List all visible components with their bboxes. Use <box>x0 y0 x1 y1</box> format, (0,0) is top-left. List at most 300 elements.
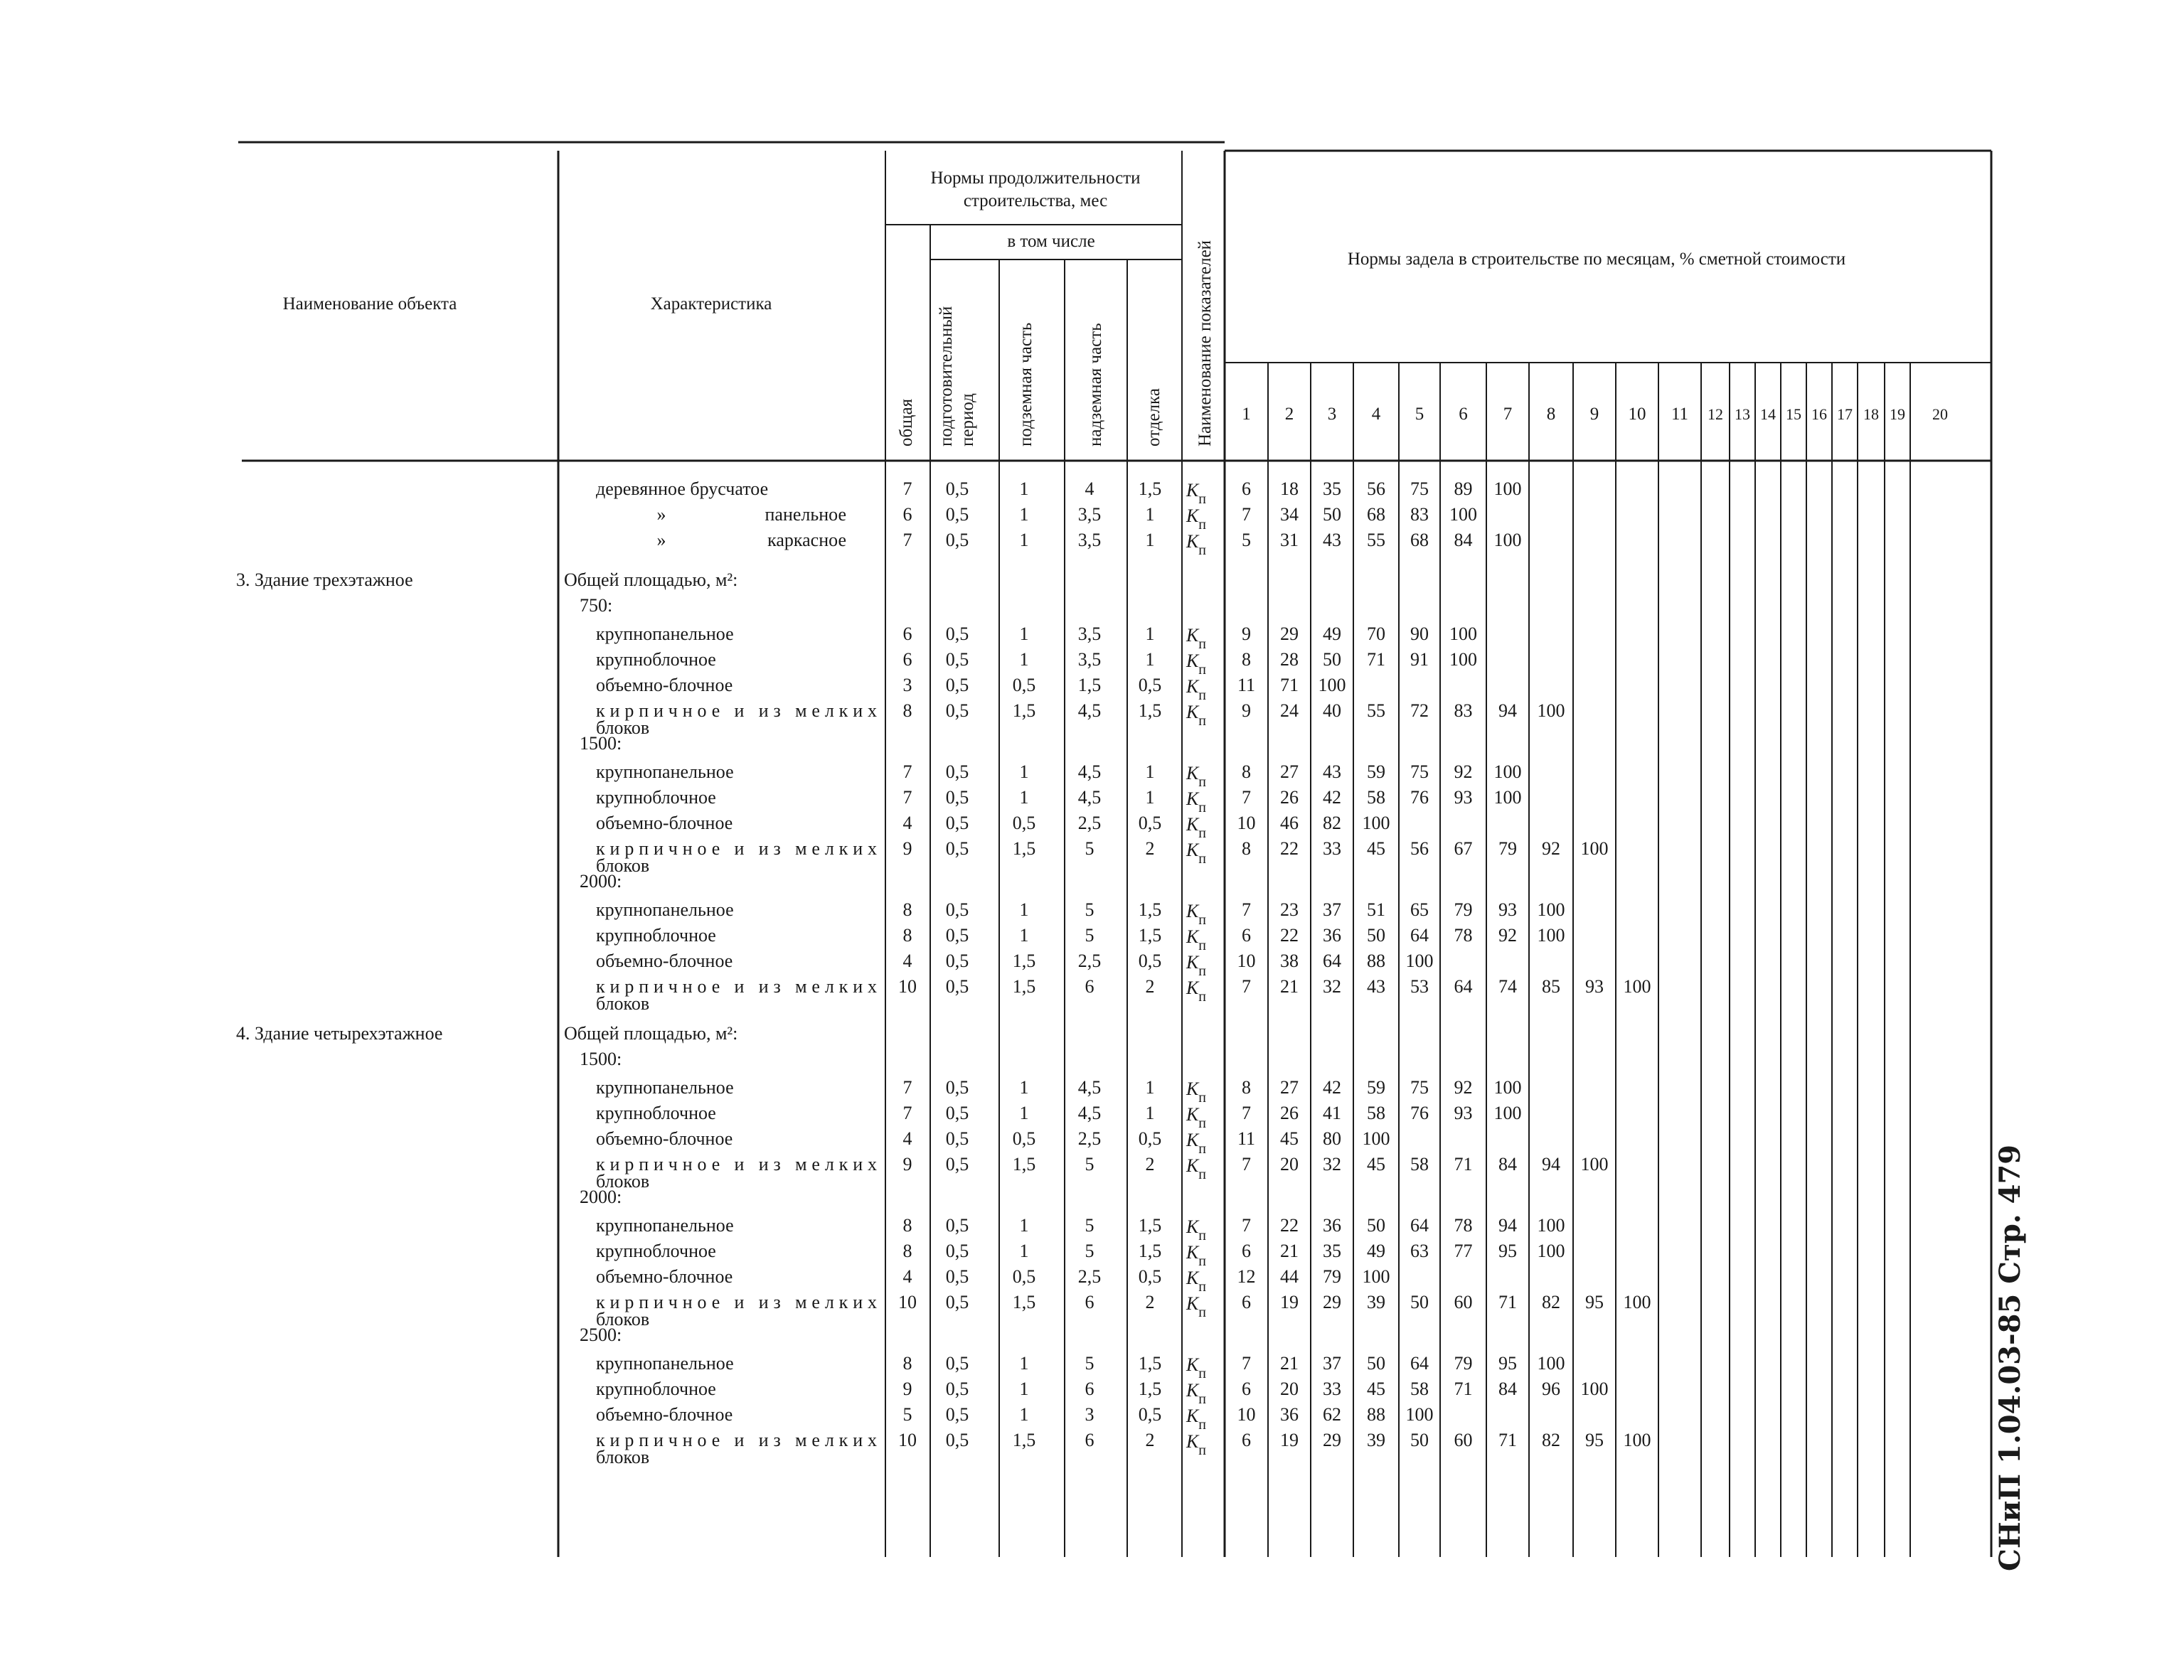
month-value: 50 <box>1410 1430 1429 1450</box>
month-value: 75 <box>1410 1077 1429 1098</box>
month-value: 100 <box>1537 1241 1565 1261</box>
duration-value: 1,5 <box>1012 1430 1036 1450</box>
month-value: 59 <box>1367 1077 1385 1098</box>
month-value: 32 <box>1323 976 1341 997</box>
month-value: 58 <box>1367 787 1385 808</box>
month-value: 71 <box>1498 1292 1517 1312</box>
header-indicator: Наименование показателей <box>1195 240 1215 446</box>
month-value: 32 <box>1323 1154 1341 1175</box>
month-value: 100 <box>1537 899 1565 920</box>
month-value: 60 <box>1454 1430 1473 1450</box>
duration-value: 2 <box>1145 1292 1155 1312</box>
header-characteristic: Характеристика <box>650 294 772 314</box>
duration-value: 1 <box>1145 1103 1155 1123</box>
duration-value: 0,5 <box>1138 951 1162 971</box>
indicator-kp: $К_п$ <box>1186 1268 1206 1295</box>
duration-value: 9 <box>902 838 912 859</box>
month-value: 89 <box>1454 478 1473 499</box>
month-value: 100 <box>1493 761 1522 782</box>
month-value: 20 <box>1280 1379 1299 1399</box>
header-prep: подготовительный период <box>937 306 977 446</box>
month-value: 100 <box>1580 1154 1609 1175</box>
month-value: 50 <box>1410 1292 1429 1312</box>
duration-value: 2 <box>1145 838 1155 859</box>
month-value: 45 <box>1367 838 1385 859</box>
month-value: 100 <box>1493 787 1522 808</box>
month-value: 100 <box>1405 951 1434 971</box>
duration-value: 1 <box>1019 761 1029 782</box>
month-value: 95 <box>1585 1430 1604 1450</box>
month-value: 49 <box>1323 624 1341 644</box>
month-value: 55 <box>1367 530 1385 550</box>
month-header-12: 12 <box>1708 405 1723 423</box>
month-value: 100 <box>1623 976 1651 997</box>
table-row <box>596 649 1477 678</box>
table-row <box>580 871 622 892</box>
month-value: 36 <box>1323 925 1341 946</box>
table-row <box>596 700 1565 738</box>
month-value: 43 <box>1323 530 1341 550</box>
duration-value: 3 <box>902 675 912 695</box>
month-value: 55 <box>1367 700 1385 721</box>
duration-value: 2,5 <box>1077 813 1102 833</box>
duration-value: 0,5 <box>945 700 969 721</box>
duration-value: 8 <box>902 1241 912 1261</box>
month-value: 44 <box>1280 1266 1299 1287</box>
duration-value: 3,5 <box>1077 649 1102 670</box>
duration-value: 5 <box>1085 1154 1094 1175</box>
indicator-kp: $К_п$ <box>1186 1354 1206 1381</box>
month-value: 29 <box>1323 1292 1341 1312</box>
month-value: 92 <box>1454 761 1473 782</box>
month-value: 100 <box>1623 1430 1651 1450</box>
duration-value: 0,5 <box>945 478 969 499</box>
duration-value: 1,5 <box>1138 925 1162 946</box>
month-value: 93 <box>1585 976 1604 997</box>
month-value: 8 <box>1242 1077 1251 1098</box>
month-header-10: 10 <box>1628 405 1646 424</box>
month-value: 6 <box>1242 1379 1251 1399</box>
month-value: 56 <box>1367 478 1385 499</box>
row-characteristic: объемно-блочное <box>596 1128 733 1149</box>
duration-value: 0,5 <box>1012 1128 1036 1149</box>
month-value: 64 <box>1454 976 1473 997</box>
month-value: 10 <box>1237 813 1256 833</box>
month-value: 100 <box>1449 624 1477 644</box>
table-row <box>596 976 1651 1014</box>
table-row <box>596 1430 1651 1467</box>
month-value: 8 <box>1242 761 1251 782</box>
month-value: 71 <box>1498 1430 1517 1450</box>
table-row <box>596 787 1522 815</box>
duration-value: 0,5 <box>1012 1266 1036 1287</box>
month-value: 58 <box>1410 1154 1429 1175</box>
indicator-kp: $К_п$ <box>1186 763 1206 790</box>
month-value: 50 <box>1367 1353 1385 1374</box>
month-value: 41 <box>1323 1103 1341 1123</box>
area-group-label: 1500: <box>580 733 622 754</box>
header-underground: подземная часть <box>1016 322 1035 446</box>
row-characteristic-cont: блоков <box>596 1171 650 1192</box>
month-value: 76 <box>1410 787 1429 808</box>
month-header-5: 5 <box>1415 405 1424 424</box>
duration-value: 0,5 <box>945 649 969 670</box>
row-characteristic: кирпичное и из мелких <box>596 1430 877 1450</box>
duration-value: 0,5 <box>945 504 969 525</box>
area-group-label: 2000: <box>580 871 622 892</box>
duration-value: 0,5 <box>1012 675 1036 695</box>
duration-value: 1 <box>1145 530 1155 550</box>
month-value: 100 <box>1493 530 1522 550</box>
month-value: 68 <box>1367 504 1385 525</box>
table-row <box>580 1187 622 1207</box>
area-group-label: 750: <box>580 595 613 616</box>
month-value: 70 <box>1367 624 1385 644</box>
duration-value: 8 <box>902 925 912 946</box>
month-value: 21 <box>1280 976 1299 997</box>
month-value: 79 <box>1323 1266 1341 1287</box>
table-row <box>596 1266 1390 1295</box>
duration-value: 3,5 <box>1077 624 1102 644</box>
month-value: 90 <box>1410 624 1429 644</box>
month-value: 6 <box>1242 925 1251 946</box>
month-value: 42 <box>1323 1077 1341 1098</box>
duration-value: 1 <box>1019 649 1029 670</box>
month-value: 100 <box>1493 478 1522 499</box>
month-header-9: 9 <box>1589 405 1599 424</box>
month-value: 7 <box>1242 787 1251 808</box>
month-value: 71 <box>1367 649 1385 670</box>
duration-value: 0,5 <box>1138 813 1162 833</box>
duration-value: 2,5 <box>1077 951 1102 971</box>
month-value: 72 <box>1410 700 1429 721</box>
duration-value: 1,5 <box>1012 700 1036 721</box>
duration-value: 1,5 <box>1077 675 1102 695</box>
duration-value: 8 <box>902 899 912 920</box>
duration-value: 4 <box>902 1266 912 1287</box>
duration-value: 1,5 <box>1012 976 1036 997</box>
month-value: 6 <box>1242 1292 1251 1312</box>
month-value: 50 <box>1367 1215 1385 1236</box>
row-characteristic: объемно-блочное <box>596 1266 733 1287</box>
month-value: 35 <box>1323 478 1341 499</box>
duration-value: 7 <box>902 478 912 499</box>
row-characteristic: панельное <box>765 504 846 525</box>
month-value: 88 <box>1367 1404 1385 1425</box>
month-value: 83 <box>1410 504 1429 525</box>
month-value: 93 <box>1498 899 1517 920</box>
row-characteristic: кирпичное и из мелких <box>596 700 877 721</box>
duration-value: 1 <box>1019 1215 1029 1236</box>
duration-value: 0,5 <box>945 1128 969 1149</box>
month-value: 77 <box>1454 1241 1473 1261</box>
duration-value: 0,5 <box>945 1430 969 1450</box>
duration-value: 1 <box>1019 899 1029 920</box>
month-value: 11 <box>1237 1128 1256 1149</box>
month-value: 82 <box>1542 1430 1560 1450</box>
month-value: 22 <box>1280 838 1299 859</box>
duration-value: 2 <box>1145 1430 1155 1450</box>
month-value: 64 <box>1410 925 1429 946</box>
month-value: 100 <box>1537 700 1565 721</box>
month-header-6: 6 <box>1459 405 1468 424</box>
month-value: 27 <box>1280 1077 1299 1098</box>
duration-value: 5 <box>1085 899 1094 920</box>
month-value: 56 <box>1410 838 1429 859</box>
month-value: 37 <box>1323 899 1341 920</box>
month-value: 42 <box>1323 787 1341 808</box>
duration-value: 4,5 <box>1077 787 1102 808</box>
duration-value: 1 <box>1019 530 1029 550</box>
month-value: 71 <box>1454 1379 1473 1399</box>
indicator-kp: $К_п$ <box>1186 1104 1206 1131</box>
month-value: 82 <box>1323 813 1341 833</box>
month-value: 93 <box>1454 787 1473 808</box>
month-value: 24 <box>1280 700 1299 721</box>
duration-value: 4 <box>902 813 912 833</box>
duration-value: 0,5 <box>945 1379 969 1399</box>
duration-value: 1,5 <box>1012 951 1036 971</box>
row-characteristic: каркасное <box>767 530 846 550</box>
month-value: 45 <box>1280 1128 1299 1149</box>
month-value: 63 <box>1410 1241 1429 1261</box>
indicator-kp: $К_п$ <box>1186 531 1206 558</box>
table-row <box>596 761 1522 790</box>
month-header-16: 16 <box>1811 405 1827 423</box>
month-value: 23 <box>1280 899 1299 920</box>
indicator-kp: $К_п$ <box>1186 1380 1206 1407</box>
month-header-4: 4 <box>1371 405 1381 424</box>
row-characteristic: крупноблочное <box>596 1103 716 1123</box>
month-value: 78 <box>1454 925 1473 946</box>
duration-value: 0,5 <box>1138 1404 1162 1425</box>
month-value: 51 <box>1367 899 1385 920</box>
indicator-kp: $К_п$ <box>1186 1130 1206 1157</box>
month-value: 75 <box>1410 761 1429 782</box>
table-row <box>596 813 1390 841</box>
indicator-kp: $К_п$ <box>1186 1431 1206 1458</box>
month-value: 58 <box>1367 1103 1385 1123</box>
month-value: 85 <box>1542 976 1560 997</box>
row-characteristic-cont: блоков <box>596 717 650 738</box>
duration-value: 7 <box>902 761 912 782</box>
table-row <box>236 1023 737 1044</box>
indicator-kp: $К_п$ <box>1186 901 1206 928</box>
row-characteristic-cont: блоков <box>596 1447 650 1467</box>
table-row <box>596 1292 1651 1329</box>
duration-value: 0,5 <box>945 1154 969 1175</box>
month-value: 91 <box>1410 649 1429 670</box>
month-value: 10 <box>1237 1404 1256 1425</box>
row-characteristic: деревянное брусчатое <box>596 478 769 499</box>
month-value: 34 <box>1280 504 1299 525</box>
duration-value: 0,5 <box>945 787 969 808</box>
indicator-kp: $К_п$ <box>1186 651 1206 678</box>
table-row <box>580 1049 622 1069</box>
duration-value: 1 <box>1019 787 1029 808</box>
month-value: 18 <box>1280 478 1299 499</box>
month-value: 6 <box>1242 1430 1251 1450</box>
indicator-kp: $К_п$ <box>1186 1216 1206 1243</box>
month-value: 7 <box>1242 1154 1251 1175</box>
duration-value: 10 <box>898 976 917 997</box>
indicator-kp: $К_п$ <box>1186 788 1206 815</box>
month-value: 100 <box>1449 504 1477 525</box>
duration-value: 0,5 <box>945 976 969 997</box>
duration-value: 5 <box>902 1404 912 1425</box>
month-value: 71 <box>1280 675 1299 695</box>
duration-value: 1,5 <box>1012 1292 1036 1312</box>
month-header-19: 19 <box>1890 405 1905 423</box>
row-characteristic: крупноблочное <box>596 1379 716 1399</box>
duration-value: 1,5 <box>1012 838 1036 859</box>
month-value: 39 <box>1367 1430 1385 1450</box>
month-value: 6 <box>1242 478 1251 499</box>
month-value: 22 <box>1280 1215 1299 1236</box>
month-value: 100 <box>1537 1215 1565 1236</box>
month-value: 36 <box>1280 1404 1299 1425</box>
duration-value: 5 <box>1085 1353 1094 1374</box>
row-characteristic: кирпичное и из мелких <box>596 1154 877 1175</box>
duration-value: 5 <box>1085 925 1094 946</box>
month-value: 36 <box>1323 1215 1341 1236</box>
duration-value: 0,5 <box>945 530 969 550</box>
month-value: 93 <box>1454 1103 1473 1123</box>
table-row <box>596 1379 1609 1407</box>
month-value: 53 <box>1410 976 1429 997</box>
month-value: 49 <box>1367 1241 1385 1261</box>
month-header-row <box>1242 405 1948 424</box>
month-value: 26 <box>1280 787 1299 808</box>
row-characteristic: крупнопанельное <box>596 1215 734 1236</box>
row-characteristic: крупноблочное <box>596 787 716 808</box>
duration-value: 1,5 <box>1138 1241 1162 1261</box>
row-characteristic: крупноблочное <box>596 1241 716 1261</box>
duration-value: 1 <box>1145 787 1155 808</box>
duration-value: 4,5 <box>1077 1103 1102 1123</box>
month-value: 27 <box>1280 761 1299 782</box>
indicator-kp: $К_п$ <box>1186 952 1206 979</box>
month-value: 35 <box>1323 1241 1341 1261</box>
duration-value: 4 <box>1085 478 1094 499</box>
area-group-label: 2500: <box>580 1325 622 1345</box>
month-value: 71 <box>1454 1154 1473 1175</box>
month-value: 79 <box>1498 838 1517 859</box>
month-value: 7 <box>1242 899 1251 920</box>
object-name: 3. Здание трехэтажное <box>236 569 413 590</box>
duration-value: 3,5 <box>1077 530 1102 550</box>
duration-value: 1,5 <box>1138 899 1162 920</box>
duration-value: 0,5 <box>945 925 969 946</box>
month-value: 12 <box>1237 1266 1256 1287</box>
duration-value: 0,5 <box>945 899 969 920</box>
month-value: 26 <box>1280 1103 1299 1123</box>
duration-value: 1 <box>1019 478 1029 499</box>
indicator-kp: $К_п$ <box>1186 814 1206 841</box>
month-value: 20 <box>1280 1154 1299 1175</box>
row-characteristic: крупноблочное <box>596 649 716 670</box>
month-value: 10 <box>1237 951 1256 971</box>
month-value: 78 <box>1454 1215 1473 1236</box>
duration-value: 0,5 <box>945 1404 969 1425</box>
document-reference: СНиП 1.04.03-85 Стр. 479 <box>1993 1144 2027 1571</box>
month-value: 9 <box>1242 624 1251 644</box>
ditto-mark: » <box>656 530 666 550</box>
month-value: 50 <box>1323 649 1341 670</box>
table-body <box>236 478 1651 1467</box>
table-row <box>236 569 737 590</box>
duration-value: 1,5 <box>1138 700 1162 721</box>
month-value: 29 <box>1323 1430 1341 1450</box>
duration-value: 0,5 <box>945 1103 969 1123</box>
month-value: 100 <box>1580 838 1609 859</box>
month-value: 22 <box>1280 925 1299 946</box>
month-value: 96 <box>1542 1379 1560 1399</box>
month-value: 46 <box>1280 813 1299 833</box>
month-value: 100 <box>1318 675 1346 695</box>
duration-value: 7 <box>902 530 912 550</box>
duration-value: 0,5 <box>945 1292 969 1312</box>
duration-value: 1 <box>1145 504 1155 525</box>
duration-value: 1 <box>1145 649 1155 670</box>
duration-value: 1 <box>1145 624 1155 644</box>
month-value: 21 <box>1280 1353 1299 1374</box>
header-norms-backlog: Нормы задела в строительстве по месяцам, % сметной стоимости <box>1347 250 1846 269</box>
duration-value: 7 <box>902 1103 912 1123</box>
month-value: 100 <box>1362 813 1390 833</box>
duration-value: 7 <box>902 1077 912 1098</box>
month-value: 65 <box>1410 899 1429 920</box>
duration-value: 1 <box>1145 761 1155 782</box>
row-characteristic-cont: блоков <box>596 1309 650 1329</box>
month-value: 92 <box>1542 838 1560 859</box>
indicator-kp: $К_п$ <box>1186 978 1206 1005</box>
table-row <box>580 733 622 754</box>
duration-value: 0,5 <box>945 1353 969 1374</box>
month-value: 100 <box>1580 1379 1609 1399</box>
duration-value: 0,5 <box>945 1077 969 1098</box>
duration-value: 0,5 <box>1138 675 1162 695</box>
duration-value: 1,5 <box>1012 1154 1036 1175</box>
duration-value: 6 <box>1085 1379 1094 1399</box>
row-characteristic-cont: блоков <box>596 855 650 876</box>
month-value: 74 <box>1498 976 1517 997</box>
table-row <box>657 530 1522 558</box>
duration-value: 2,5 <box>1077 1266 1102 1287</box>
table-row <box>596 838 1609 876</box>
month-header-1: 1 <box>1242 405 1251 424</box>
indicator-kp: $К_п$ <box>1186 1079 1206 1106</box>
area-group-label: 1500: <box>580 1049 622 1069</box>
month-value: 100 <box>1623 1292 1651 1312</box>
duration-value: 1,5 <box>1138 1353 1162 1374</box>
month-value: 67 <box>1454 838 1473 859</box>
indicator-kp: $К_п$ <box>1186 1155 1206 1182</box>
header-including: в том числе <box>1007 232 1095 251</box>
duration-value: 8 <box>902 700 912 721</box>
duration-value: 4,5 <box>1077 1077 1102 1098</box>
row-characteristic: крупнопанельное <box>596 761 734 782</box>
table-rules <box>238 142 1991 1557</box>
month-value: 80 <box>1323 1128 1341 1149</box>
month-value: 84 <box>1454 530 1473 550</box>
row-characteristic: Общей площадью, м²: <box>564 569 738 590</box>
month-header-17: 17 <box>1837 405 1853 423</box>
table-row <box>596 1241 1565 1269</box>
month-value: 100 <box>1493 1077 1522 1098</box>
duration-value: 1 <box>1019 925 1029 946</box>
duration-value: 0,5 <box>945 624 969 644</box>
